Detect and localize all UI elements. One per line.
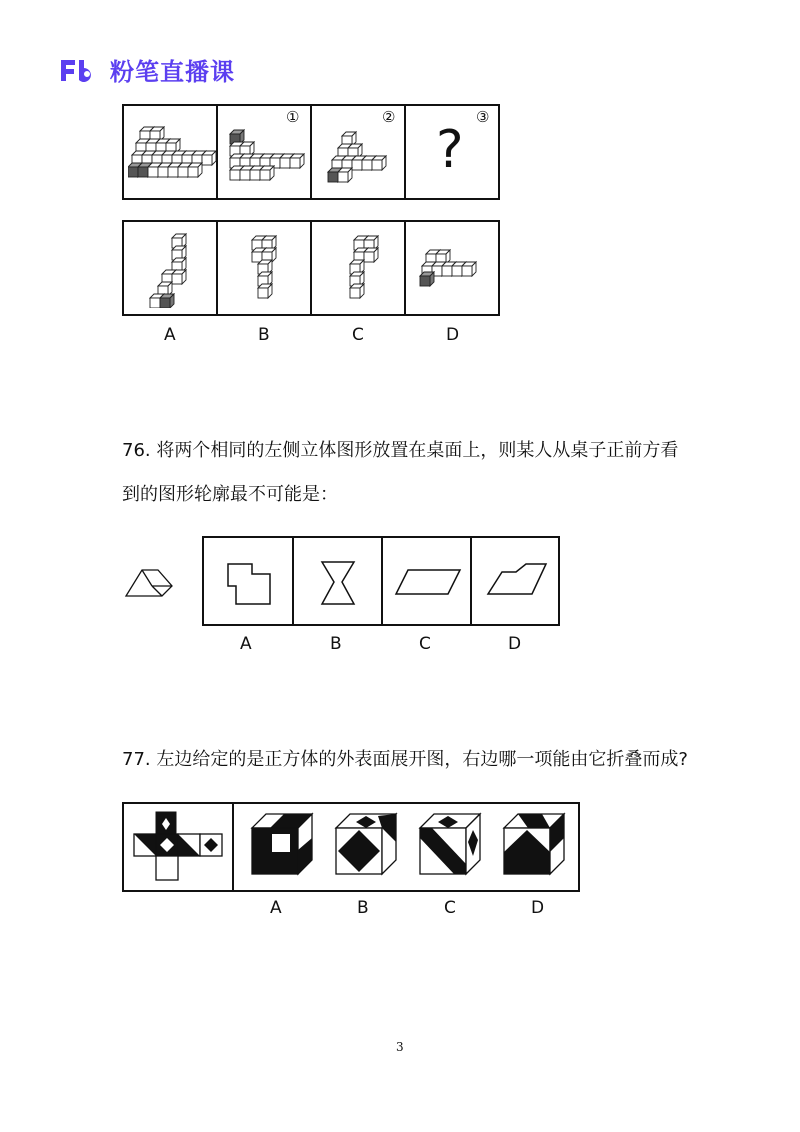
q76-option-d-figure (484, 560, 554, 602)
q75-option-d-label: D (446, 325, 460, 345)
q77-options-panel (122, 802, 580, 892)
q77-option-d-label: D (531, 898, 545, 918)
q77-text: 77. 左边给定的是正方体的外表面展开图，右边哪一项能由它折叠而成? (122, 749, 688, 770)
q77-option-c-label: C (444, 898, 456, 918)
q76-option-b-label: B (330, 634, 342, 654)
q77-option-b-label: B (357, 898, 369, 918)
q75-option-c-figure (340, 232, 390, 308)
q76-option-b-figure (314, 556, 362, 610)
page-number: 3 (396, 1040, 404, 1054)
q75-marker-2: ② (382, 108, 396, 126)
q76-option-d-label: D (508, 634, 522, 654)
q75-option-b-label: B (258, 325, 270, 345)
q75-sequence-panel (122, 104, 500, 200)
q76-option-a-figure (222, 556, 278, 610)
brand-text: 粉笔直播课 (110, 58, 235, 86)
q75-option-a-figure (144, 232, 204, 308)
q76-option-a-label: A (240, 634, 252, 654)
q75-marker-3: ③ (476, 108, 490, 126)
q75-marker-1: ① (286, 108, 300, 126)
q75-option-c-label: C (352, 325, 364, 345)
q76-text-line1: 76. 将两个相同的左侧立体图形放置在桌面上，则某人从桌子正前方看 (122, 440, 679, 461)
q75-figure-0 (128, 118, 216, 190)
q76-text-line2: 到的图形轮廓最不可能是： (122, 484, 338, 505)
q75-figure-2 (320, 126, 400, 190)
fb-logo-icon (58, 57, 102, 83)
q76-option-c-figure (394, 564, 466, 600)
q76-option-c-label: C (419, 634, 431, 654)
q75-option-b-figure (246, 232, 296, 308)
q76-solid-figure (122, 558, 176, 600)
q75-option-a-label: A (164, 325, 176, 345)
q75-figure-1 (224, 126, 308, 190)
q77-option-a-label: A (270, 898, 282, 918)
q77-option-b-cube (334, 812, 404, 882)
q75-options-panel (122, 220, 500, 316)
q77-option-c-cube (418, 812, 488, 882)
q77-cube-net (130, 808, 226, 888)
brand-logo (58, 52, 235, 87)
q75-question-mark: ? (436, 120, 464, 180)
q76-options-panel (202, 536, 560, 626)
q77-option-a-cube (250, 812, 320, 882)
q77-option-d-cube (502, 812, 572, 882)
q75-option-d-figure (416, 248, 492, 288)
